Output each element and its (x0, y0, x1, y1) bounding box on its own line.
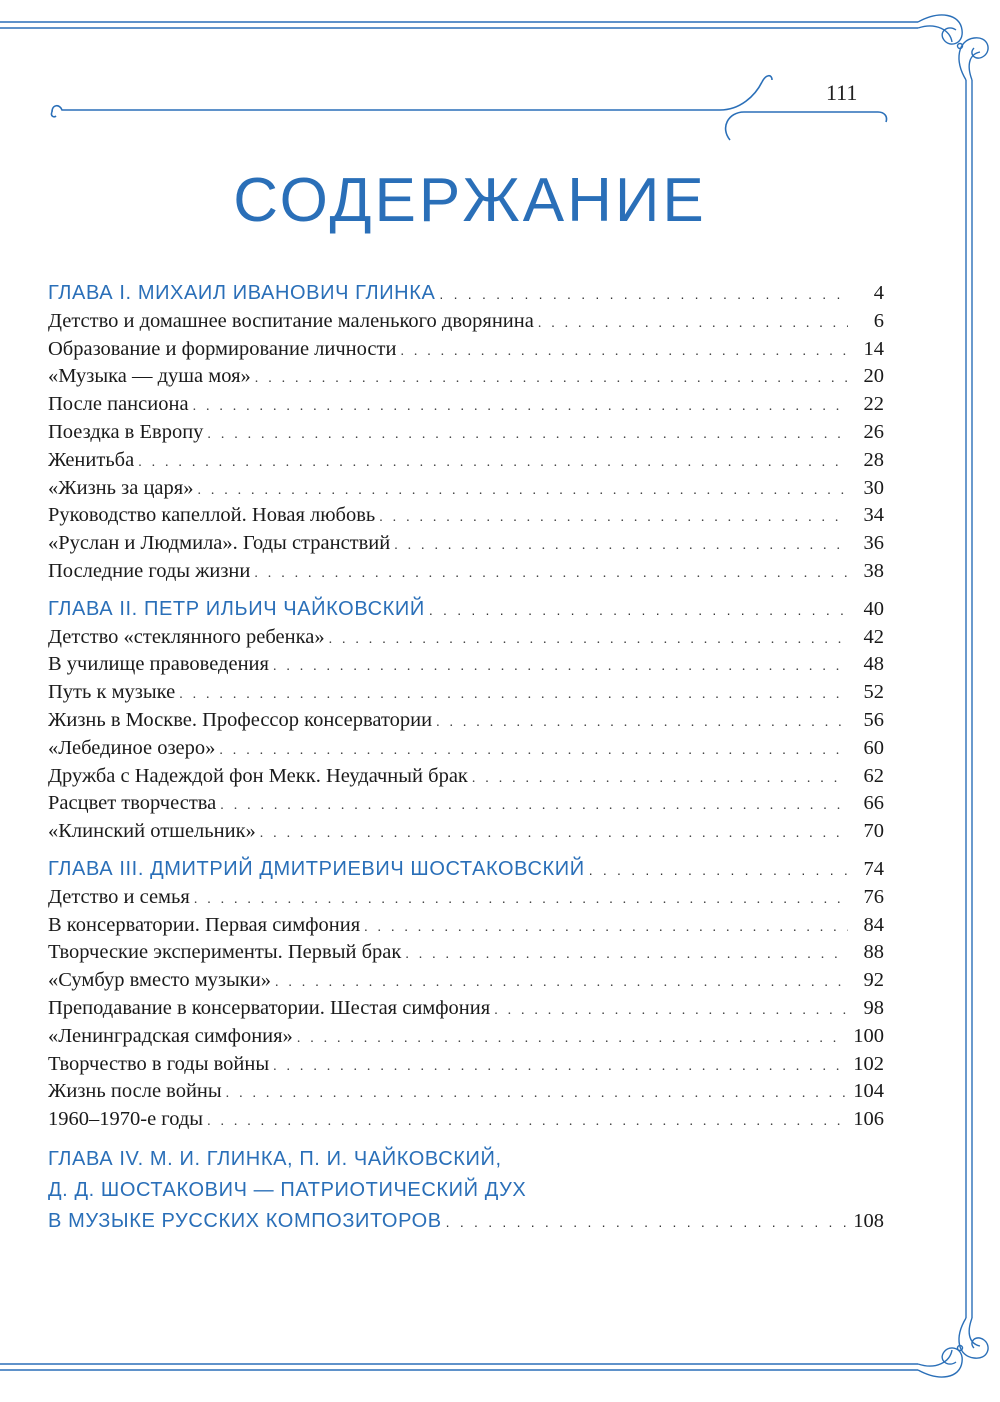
page-ref: 84 (863, 913, 884, 936)
dot-leader (273, 653, 848, 681)
entry-label: «Руслан и Людмила». Годы странствий (48, 532, 391, 555)
toc-entry[interactable] (48, 995, 884, 1023)
page-ref: 26 (863, 420, 884, 443)
toc-entry[interactable] (48, 363, 884, 391)
entry-label: Детство и семья (48, 885, 190, 908)
entry-label: В консерватории. Первая симфония (48, 913, 361, 936)
dot-leader (429, 597, 848, 625)
page-ref: 70 (863, 820, 884, 843)
entry-label: Творчество в годы войны (48, 1052, 270, 1075)
chapter-title-line: В МУЗЫКЕ РУССКИХ КОМПОЗИТОРОВ (48, 1209, 442, 1232)
entry-label: «Клинский отшельник» (48, 820, 256, 843)
entry-label: После пансиона (48, 393, 189, 416)
dot-leader (226, 1080, 848, 1108)
dot-leader (207, 1108, 847, 1136)
page-ref: 92 (863, 969, 884, 992)
dot-leader (275, 969, 848, 997)
entry-label: Творческие эксперименты. Первый брак (48, 941, 402, 964)
chapter-2 (48, 596, 884, 846)
toc-entry[interactable] (48, 447, 884, 475)
page-title: СОДЕРЖАНИЕ (233, 166, 707, 235)
dot-leader (446, 1207, 848, 1238)
chapter-title: ГЛАВА I. МИХАИЛ ИВАНОВИЧ ГЛИНКА (48, 282, 436, 304)
page-ref: 102 (853, 1052, 884, 1075)
toc-entry[interactable] (48, 1051, 884, 1079)
dot-leader (538, 310, 848, 338)
toc-entry[interactable] (48, 336, 884, 364)
page-ref: 38 (863, 559, 884, 582)
dot-leader (400, 338, 848, 366)
page-ref: 6 (873, 309, 884, 332)
toc-entry[interactable] (48, 818, 884, 846)
dot-leader (405, 941, 848, 969)
entry-label: В училище правоведения (48, 653, 269, 676)
page-ref: 108 (853, 1209, 884, 1232)
page-ref: 100 (853, 1024, 884, 1047)
dot-leader (394, 532, 848, 560)
entry-label: «Лебединое озеро» (48, 736, 216, 759)
page-ref: 20 (863, 365, 884, 388)
dot-leader (138, 449, 848, 477)
toc-entry[interactable] (48, 624, 884, 652)
page-ref: 28 (863, 448, 884, 471)
toc-entry[interactable] (48, 939, 884, 967)
dot-leader (194, 886, 848, 914)
dot-leader (220, 792, 848, 820)
dot-leader (472, 765, 848, 793)
page-number: 111 (826, 80, 858, 105)
entry-label: Расцвет творчества (48, 792, 217, 815)
toc-entry[interactable] (48, 763, 884, 791)
dot-leader (439, 281, 848, 309)
entry-label: Руководство капеллой. Новая любовь (48, 504, 376, 527)
page-ref: 52 (863, 681, 884, 704)
entry-label: Образование и формирование личности (48, 337, 397, 360)
entry-label: Детство «стеклянного ребенка» (48, 625, 325, 648)
page-ref: 48 (863, 653, 884, 676)
toc-entry[interactable] (48, 651, 884, 679)
toc-entry[interactable] (48, 707, 884, 735)
chapter-3 (48, 856, 884, 1134)
dot-leader (364, 914, 848, 942)
toc-entry[interactable] (48, 912, 884, 940)
toc-entry[interactable] (48, 1106, 884, 1134)
dot-leader (197, 477, 848, 505)
page-ref: 62 (863, 764, 884, 787)
table-of-contents (48, 280, 884, 1241)
entry-label: «Ленинградская симфония» (48, 1024, 293, 1047)
dot-leader (255, 365, 848, 393)
dot-leader (436, 709, 848, 737)
dot-leader (219, 737, 848, 765)
chapter-heading[interactable] (48, 856, 884, 884)
entry-label: Последние годы жизни (48, 559, 251, 582)
entry-label: «Сумбур вместо музыки» (48, 969, 271, 992)
entry-label: 1960–1970-е годы (48, 1108, 204, 1131)
page-ref: 66 (863, 792, 884, 815)
toc-entry[interactable] (48, 790, 884, 818)
entry-label: Преподавание в консерватории. Шестая симфония (48, 996, 491, 1019)
entry-label: «Жизнь за царя» (48, 476, 194, 499)
page-ref: 104 (853, 1080, 884, 1103)
page-ref: 98 (863, 996, 884, 1019)
toc-entry[interactable] (48, 391, 884, 419)
dot-leader (254, 560, 848, 588)
dot-leader (494, 997, 848, 1025)
toc-entry[interactable] (48, 1078, 884, 1106)
entry-label: Женитьба (48, 448, 135, 471)
toc-entry[interactable] (48, 884, 884, 912)
corner-ornament-top-right (918, 15, 988, 80)
dot-leader (179, 681, 848, 709)
page-ref: 74 (863, 857, 884, 880)
chapter-title-multiline[interactable] (48, 1144, 884, 1206)
page-ref: 106 (853, 1108, 884, 1131)
chapter-title-line: ГЛАВА IV. М. И. ГЛИНКА, П. И. ЧАЙКОВСКИЙ, (48, 1147, 502, 1170)
entry-label: Дружба с Надеждой фон Мекк. Неудачный брак (48, 764, 468, 787)
dot-leader (379, 504, 848, 532)
chapter-heading[interactable] (48, 1206, 884, 1237)
entry-label: Поездка в Европу (48, 420, 204, 443)
corner-ornament-bottom-right (918, 1318, 988, 1377)
chapter-title: ГЛАВА III. ДМИТРИЙ ДМИТРИЕВИЧ ШОСТАКОВСКИЙ (48, 857, 585, 880)
toc-entry[interactable] (48, 308, 884, 336)
toc-entry[interactable] (48, 502, 884, 530)
toc-entry[interactable] (48, 530, 884, 558)
entry-label: Детство и домашнее воспитание маленького дворянина (48, 309, 534, 332)
page-ref: 14 (863, 337, 884, 360)
toc-entry[interactable] (48, 967, 884, 995)
toc-entry[interactable] (48, 558, 884, 586)
toc-entry[interactable] (48, 419, 884, 447)
entry-label: Жизнь после войны (48, 1080, 222, 1103)
page-ref: 40 (863, 597, 884, 620)
dot-leader (329, 626, 848, 654)
page-ref: 76 (863, 885, 884, 908)
toc-entry[interactable] (48, 679, 884, 707)
toc-entry[interactable] (48, 735, 884, 763)
header-flourish (51, 76, 886, 140)
dot-leader (589, 857, 848, 885)
page-ref: 56 (863, 708, 884, 731)
dot-leader (193, 393, 848, 421)
dot-leader (207, 421, 848, 449)
page-ref: 42 (863, 625, 884, 648)
chapter-heading[interactable] (48, 280, 884, 308)
chapter-1 (48, 280, 884, 586)
page-ref: 88 (863, 941, 884, 964)
toc-entry[interactable] (48, 1023, 884, 1051)
page-ref: 4 (873, 282, 884, 304)
page-ref: 60 (863, 736, 884, 759)
page-ref: 36 (863, 532, 884, 555)
toc-entry[interactable] (48, 475, 884, 503)
page-ref: 30 (863, 476, 884, 499)
entry-label: «Музыка — душа моя» (48, 365, 251, 388)
page-ref: 34 (863, 504, 884, 527)
dot-leader (297, 1025, 847, 1053)
dot-leader (273, 1053, 847, 1081)
entry-label: Путь к музыке (48, 681, 176, 704)
chapter-title: ГЛАВА II. ПЕТР ИЛЬИЧ ЧАЙКОВСКИЙ (48, 597, 425, 620)
entry-label: Жизнь в Москве. Профессор консерватории (48, 708, 433, 731)
chapter-4 (48, 1144, 884, 1237)
page-ref: 22 (863, 393, 884, 416)
chapter-title-line: Д. Д. ШОСТАКОВИЧ — ПАТРИОТИЧЕСКИЙ ДУХ (48, 1178, 527, 1201)
chapter-heading[interactable] (48, 596, 884, 624)
dot-leader (260, 820, 848, 848)
